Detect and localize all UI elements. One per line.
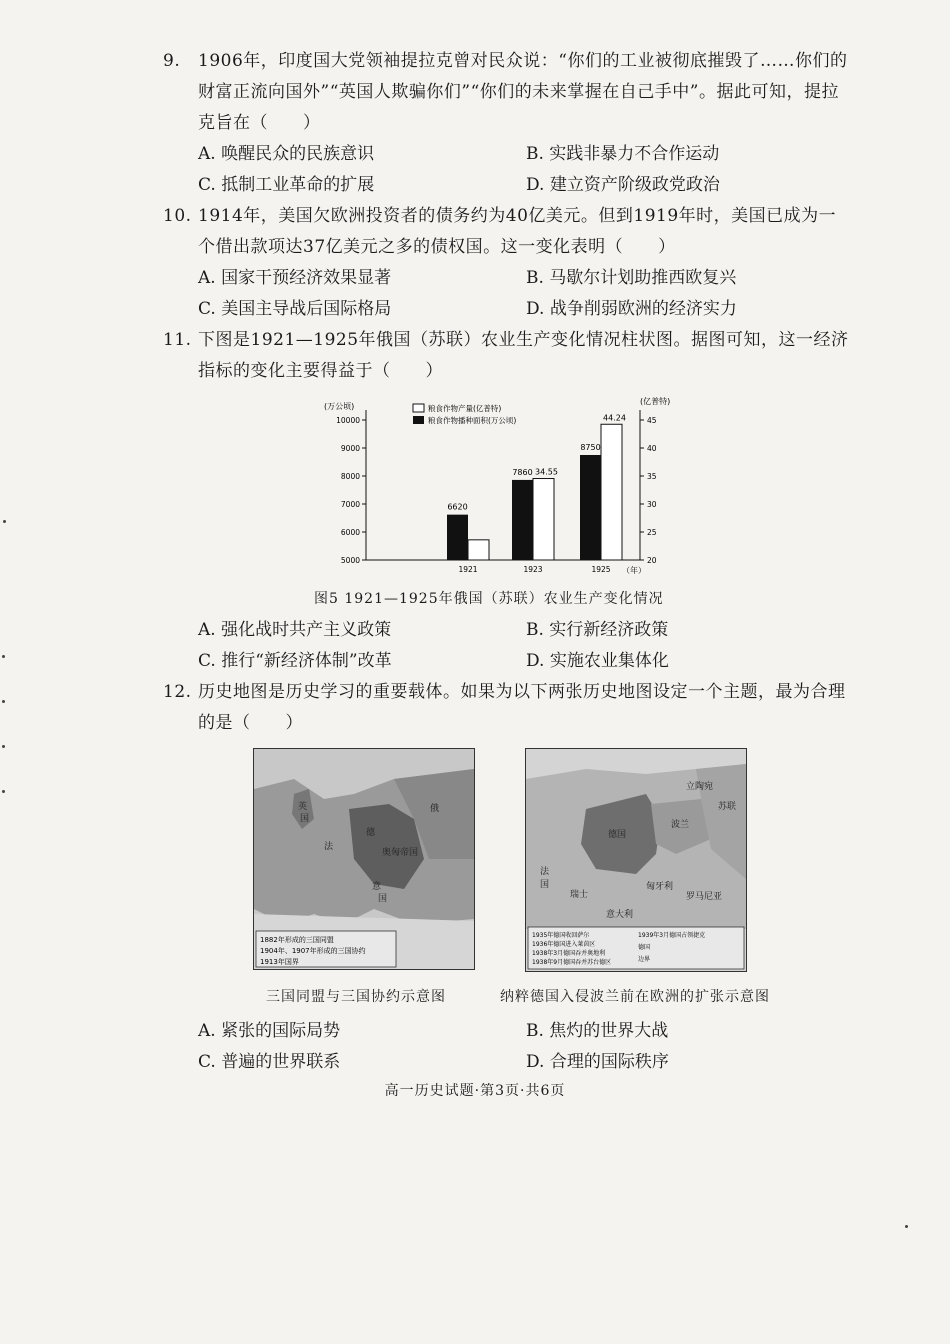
option-a[interactable]: A. 强化战时共产主义政策 xyxy=(198,620,392,640)
question-9 xyxy=(163,46,853,139)
right-tick-label: 25 xyxy=(647,528,657,537)
map2-label-5: 国 xyxy=(540,880,550,890)
option-b[interactable]: B. 焦灼的世界大战 xyxy=(526,1021,669,1041)
option-b[interactable]: B. 实践非暴力不合作运动 xyxy=(526,144,720,164)
x-axis-unit: （年） xyxy=(622,566,646,575)
map1-legend-1: 1882年形成的三国同盟 xyxy=(260,936,334,944)
option-d[interactable]: D. 建立资产阶级政党政治 xyxy=(526,175,720,195)
scan-mark xyxy=(905,1225,908,1228)
map1-label-1: 英 xyxy=(298,802,308,812)
left-tick-label: 7000 xyxy=(340,500,360,509)
option-a[interactable]: A. 紧张的国际局势 xyxy=(198,1021,341,1041)
left-tick-label: 10000 xyxy=(336,416,360,425)
map1-label-5: 俄 xyxy=(430,804,440,814)
map2-label-8: 罗马尼亚 xyxy=(686,892,723,902)
scan-mark xyxy=(2,700,5,703)
map-triple-alliance-entente xyxy=(253,748,475,970)
question-stem: 1914年，美国欠欧洲投资者的债务约为40亿美元。但到1919年时，美国已成为一个借出款项达37亿美元之多的债权国。这一变化表明（ ） xyxy=(198,206,837,257)
options-12 xyxy=(198,1016,838,1078)
question-stem: 下图是1921—1925年俄国（苏联）农业生产变化情况柱状图。据图可知，这一经济指标的变化主要得益于（ ） xyxy=(198,330,849,381)
bar-chart xyxy=(318,393,688,583)
option-d[interactable]: D. 合理的国际秩序 xyxy=(526,1052,669,1072)
label-yield-1923: 34.55 xyxy=(535,467,558,477)
bar-area-1923 xyxy=(512,480,533,560)
map2-label-2: 波兰 xyxy=(671,820,690,830)
chart-caption: 图5 1921—1925年俄国（苏联）农业生产变化情况 xyxy=(314,591,664,607)
map2-label-4: 法 xyxy=(540,867,550,877)
map2-label-7: 匈牙利 xyxy=(646,882,674,892)
question-number: 10. xyxy=(163,206,192,226)
label-yield-1925: 44.24 xyxy=(603,413,626,423)
bar-area-1921 xyxy=(447,515,468,560)
option-d[interactable]: D. 实施农业集体化 xyxy=(526,651,669,671)
question-number: 11. xyxy=(163,330,192,350)
left-tick-label: 6000 xyxy=(340,528,360,537)
bar-yield-1925 xyxy=(601,424,622,560)
map2-legend-2: 1936年德国进入莱茵区 xyxy=(532,941,596,948)
map1-legend-3: 1913年国界 xyxy=(260,958,299,966)
left-tick-label: 9000 xyxy=(340,444,360,453)
legend-swatch-yield xyxy=(413,404,424,412)
option-c[interactable]: C. 推行“新经济体制”改革 xyxy=(198,651,392,671)
map2-legend-5: 1939年3月德国占领捷克 xyxy=(638,932,706,939)
question-stem: 1906年，印度国大党领袖提拉克曾对民众说：“你们的工业被彻底摧毁了……你们的财富正流向国外”“英国人欺骗你们”“你们的未来掌握在自己手中”。据此可知，提拉克旨在（ ） xyxy=(198,51,848,133)
x-tick-label-1921: 1921 xyxy=(458,565,478,574)
x-tick-label-1925: 1925 xyxy=(591,565,611,574)
map2-legend-3: 1938年3月德国吞并奥地利 xyxy=(532,950,606,957)
left-tick-label: 8000 xyxy=(340,472,360,481)
scan-mark xyxy=(3,520,6,523)
legend-swatch-area xyxy=(413,416,424,424)
right-tick-label: 30 xyxy=(647,500,657,509)
question-number: 12. xyxy=(163,682,192,702)
map2-legend-1: 1935年德国收回萨尔 xyxy=(532,932,590,939)
legend-label-yield: 粮食作物产量(亿普特) xyxy=(428,404,502,413)
option-c[interactable]: C. 抵制工业革命的扩展 xyxy=(198,175,375,195)
scan-mark xyxy=(2,790,5,793)
left-axis-label: (万公顷) xyxy=(324,402,355,411)
option-c[interactable]: C. 美国主导战后国际格局 xyxy=(198,299,392,319)
chart-legend xyxy=(413,403,516,425)
question-12 xyxy=(163,677,853,739)
question-11 xyxy=(163,325,853,387)
label-area-1925: 8750 xyxy=(580,443,601,452)
map2-label-10: 意大利 xyxy=(606,910,634,920)
map1-caption: 三国同盟与三国协约示意图 xyxy=(266,989,446,1005)
map1-label-4: 德 xyxy=(366,828,376,838)
option-a[interactable]: A. 国家干预经济效果显著 xyxy=(198,268,392,288)
right-tick-label: 35 xyxy=(647,472,657,481)
map2-legend-4: 1938年9月德国吞并苏台德区 xyxy=(532,959,612,966)
question-10 xyxy=(163,201,853,263)
options-10 xyxy=(198,263,838,325)
options-11 xyxy=(198,615,838,677)
map-nazi-expansion xyxy=(525,748,747,972)
bar-yield-1921 xyxy=(468,540,489,560)
map1-label-3: 法 xyxy=(324,842,334,852)
map1-legend-2: 1904年、1907年形成的三国协约 xyxy=(260,947,366,955)
question-stem: 历史地图是历史学习的重要载体。如果为以下两张历史地图设定一个主题，最为合理的是（ ） xyxy=(198,682,846,733)
option-b[interactable]: B. 实行新经济政策 xyxy=(526,620,669,640)
right-axis-label: (亿普特) xyxy=(640,397,671,406)
legend-label-area: 粮食作物播种面积(万公顷) xyxy=(428,416,517,425)
map2-label-9: 瑞士 xyxy=(570,890,589,900)
right-tick-label: 45 xyxy=(647,416,657,425)
map1-label-6: 奥匈帝国 xyxy=(382,848,419,858)
scan-mark xyxy=(2,745,5,748)
option-a[interactable]: A. 唤醒民众的民族意识 xyxy=(198,144,375,164)
bar-area-1925 xyxy=(580,455,601,560)
map2-caption: 纳粹德国入侵波兰前在欧洲的扩张示意图 xyxy=(500,989,770,1005)
map1-label-8: 国 xyxy=(378,894,388,904)
right-tick-label: 40 xyxy=(647,444,657,453)
option-c[interactable]: C. 普遍的世界联系 xyxy=(198,1052,341,1072)
map2-legend-7: 边界 xyxy=(638,956,651,963)
label-area-1921: 6620 xyxy=(447,502,468,512)
question-number: 9. xyxy=(163,51,181,71)
bar-yield-1923 xyxy=(533,479,554,560)
left-tick-label: 5000 xyxy=(340,556,360,565)
map1-label-7: 意 xyxy=(372,882,382,892)
option-b[interactable]: B. 马歇尔计划助推西欧复兴 xyxy=(526,268,737,288)
x-tick-label-1923: 1923 xyxy=(523,565,543,574)
right-tick-label: 20 xyxy=(647,556,657,565)
map2-label-6: 立陶宛 xyxy=(686,782,714,792)
map2-legend-6: 德国 xyxy=(638,944,651,951)
map2-label-3: 苏联 xyxy=(718,802,737,812)
options-9 xyxy=(198,139,838,201)
page-footer: 高一历史试题·第3页·共6页 xyxy=(384,1083,566,1099)
scan-mark xyxy=(2,655,5,658)
label-area-1923: 7860 xyxy=(512,467,533,477)
map2-label-1: 德国 xyxy=(608,830,627,840)
option-d[interactable]: D. 战争削弱欧洲的经济实力 xyxy=(526,299,737,319)
map1-label-2: 国 xyxy=(300,814,310,824)
